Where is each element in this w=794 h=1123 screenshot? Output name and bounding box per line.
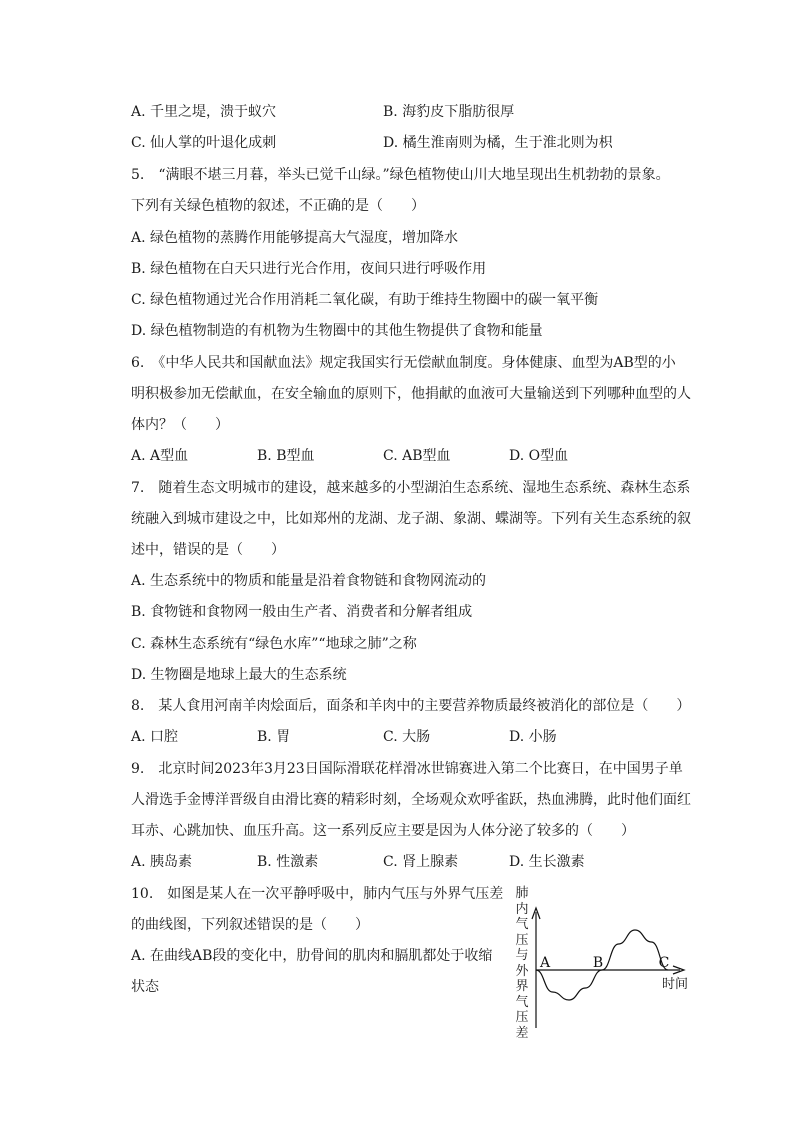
point-label-c: C xyxy=(658,955,670,971)
q6-option-d: D. O型血 xyxy=(509,448,569,464)
q6-stem-line-2: 明积极参加无偿献血，在安全输血的原则下，他捐献的血液可大量输送到下列哪种血型的人 xyxy=(131,386,691,402)
q6-option-b: B. B型血 xyxy=(257,448,315,464)
pressure-difference-chart xyxy=(508,880,708,1060)
q8-option-b: B. 胃 xyxy=(257,729,291,745)
point-label-a: A xyxy=(540,955,551,971)
q8-option-a: A. 口腔 xyxy=(131,729,179,745)
q9-stem-line-3: 耳赤、心跳加快、血压升高。这一系列反应主要是因为人体分泌了较多的（ ） xyxy=(131,823,635,839)
q9-stem-line-2: 人滑选手金博洋晋级自由滑比赛的精彩时刻，全场观众欢呼雀跃，热血沸腾，此时他们面红 xyxy=(131,792,691,808)
q10-option-a-line-2: 状态 xyxy=(131,979,159,995)
q4-option-a: A. 千里之堤，溃于蚁穴 xyxy=(131,104,277,120)
q7-option-c: C. 森林生态系统有“绿色水库”“地球之肺”之称 xyxy=(131,636,417,652)
q6-option-a: A. A型血 xyxy=(131,448,189,464)
q7-option-a: A. 生态系统中的物质和能量是沿着食物链和食物网流动的 xyxy=(131,573,487,589)
point-label-b: B xyxy=(592,955,604,971)
q4-option-d: D. 橘生淮南则为橘，生于淮北则为枳 xyxy=(383,135,613,151)
q8-option-c: C. 大肠 xyxy=(383,729,431,745)
q5-stem-line-2: 下列有关绿色植物的叙述，不正确的是（ ） xyxy=(131,198,425,214)
q6-option-c: C. AB型血 xyxy=(383,448,451,464)
q7-option-b: B. 食物链和食物网一般由生产者、消费者和分解者组成 xyxy=(131,604,473,620)
q6-stem-line-3: 体内？（ ） xyxy=(131,417,229,433)
q5-option-b: B. 绿色植物在白天只进行光合作用，夜间只进行呼吸作用 xyxy=(131,261,487,277)
q8-option-d: D. 小肠 xyxy=(509,729,557,745)
q9-option-d: D. 生长激素 xyxy=(509,854,585,870)
q5-option-c: C. 绿色植物通过光合作用消耗二氧化碳，有助于维持生物圈中的碳一氧平衡 xyxy=(131,292,599,308)
y-axis-label: 肺内气压与外界气压差 xyxy=(515,886,529,1041)
q4-option-c: C. 仙人掌的叶退化成刺 xyxy=(131,135,277,151)
q9-option-b: B. 性激素 xyxy=(257,854,319,870)
q10-option-a-line-1: A. 在曲线AB段的变化中，肋骨间的肌肉和膈肌都处于收缩 xyxy=(131,948,493,964)
q10-stem-line-2: 的曲线图，下列叙述错误的是（ ） xyxy=(131,917,369,933)
q4-option-b: B. 海豹皮下脂肪很厚 xyxy=(383,104,515,120)
q7-stem-line-3: 述中，错误的是（ ） xyxy=(131,542,285,558)
q6-stem-line-1: 6. 《中华人民共和国献血法》规定我国实行无偿献血制度。身体健康、血型为AB型的小 xyxy=(131,355,676,371)
q7-stem-line-1: 7. 随着生态文明城市的建设，越来越多的小型湖泊生态系统、湿地生态系统、森林生态系 xyxy=(131,480,691,496)
chart-canvas xyxy=(508,880,708,1060)
q10-stem-line-1: 10. 如图是某人在一次平静呼吸中，肺内气压与外界气压差 xyxy=(131,886,504,902)
q9-stem-line-1: 9. 北京时间2023年3月23日国际滑联花样滑冰世锦赛进入第二个比赛日，在中国男子单 xyxy=(131,761,683,777)
q7-stem-line-2: 统融入到城市建设之中，比如郑州的龙湖、龙子湖、象湖、蝶湖等。下列有关生态系统的叙 xyxy=(131,511,691,527)
q5-option-a: A. 绿色植物的蒸腾作用能够提高大气湿度，增加降水 xyxy=(131,230,459,246)
q5-stem-line-1: 5. “满眼不堪三月暮，举头已觉千山绿。”绿色植物使山川大地呈现出生机勃勃的景象。 xyxy=(131,167,670,183)
x-axis-label: 时间 xyxy=(662,977,689,992)
q9-option-c: C. 肾上腺素 xyxy=(383,854,459,870)
q8-stem-line-1: 8. 某人食用河南羊肉烩面后，面条和羊肉中的主要营养物质最终被消化的部位是（ ） xyxy=(131,698,691,714)
q7-option-d: D. 生物圈是地球上最大的生态系统 xyxy=(131,667,347,683)
q9-option-a: A. 胰岛素 xyxy=(131,854,193,870)
q5-option-d: D. 绿色植物制造的有机物为生物圈中的其他生物提供了食物和能量 xyxy=(131,323,543,339)
